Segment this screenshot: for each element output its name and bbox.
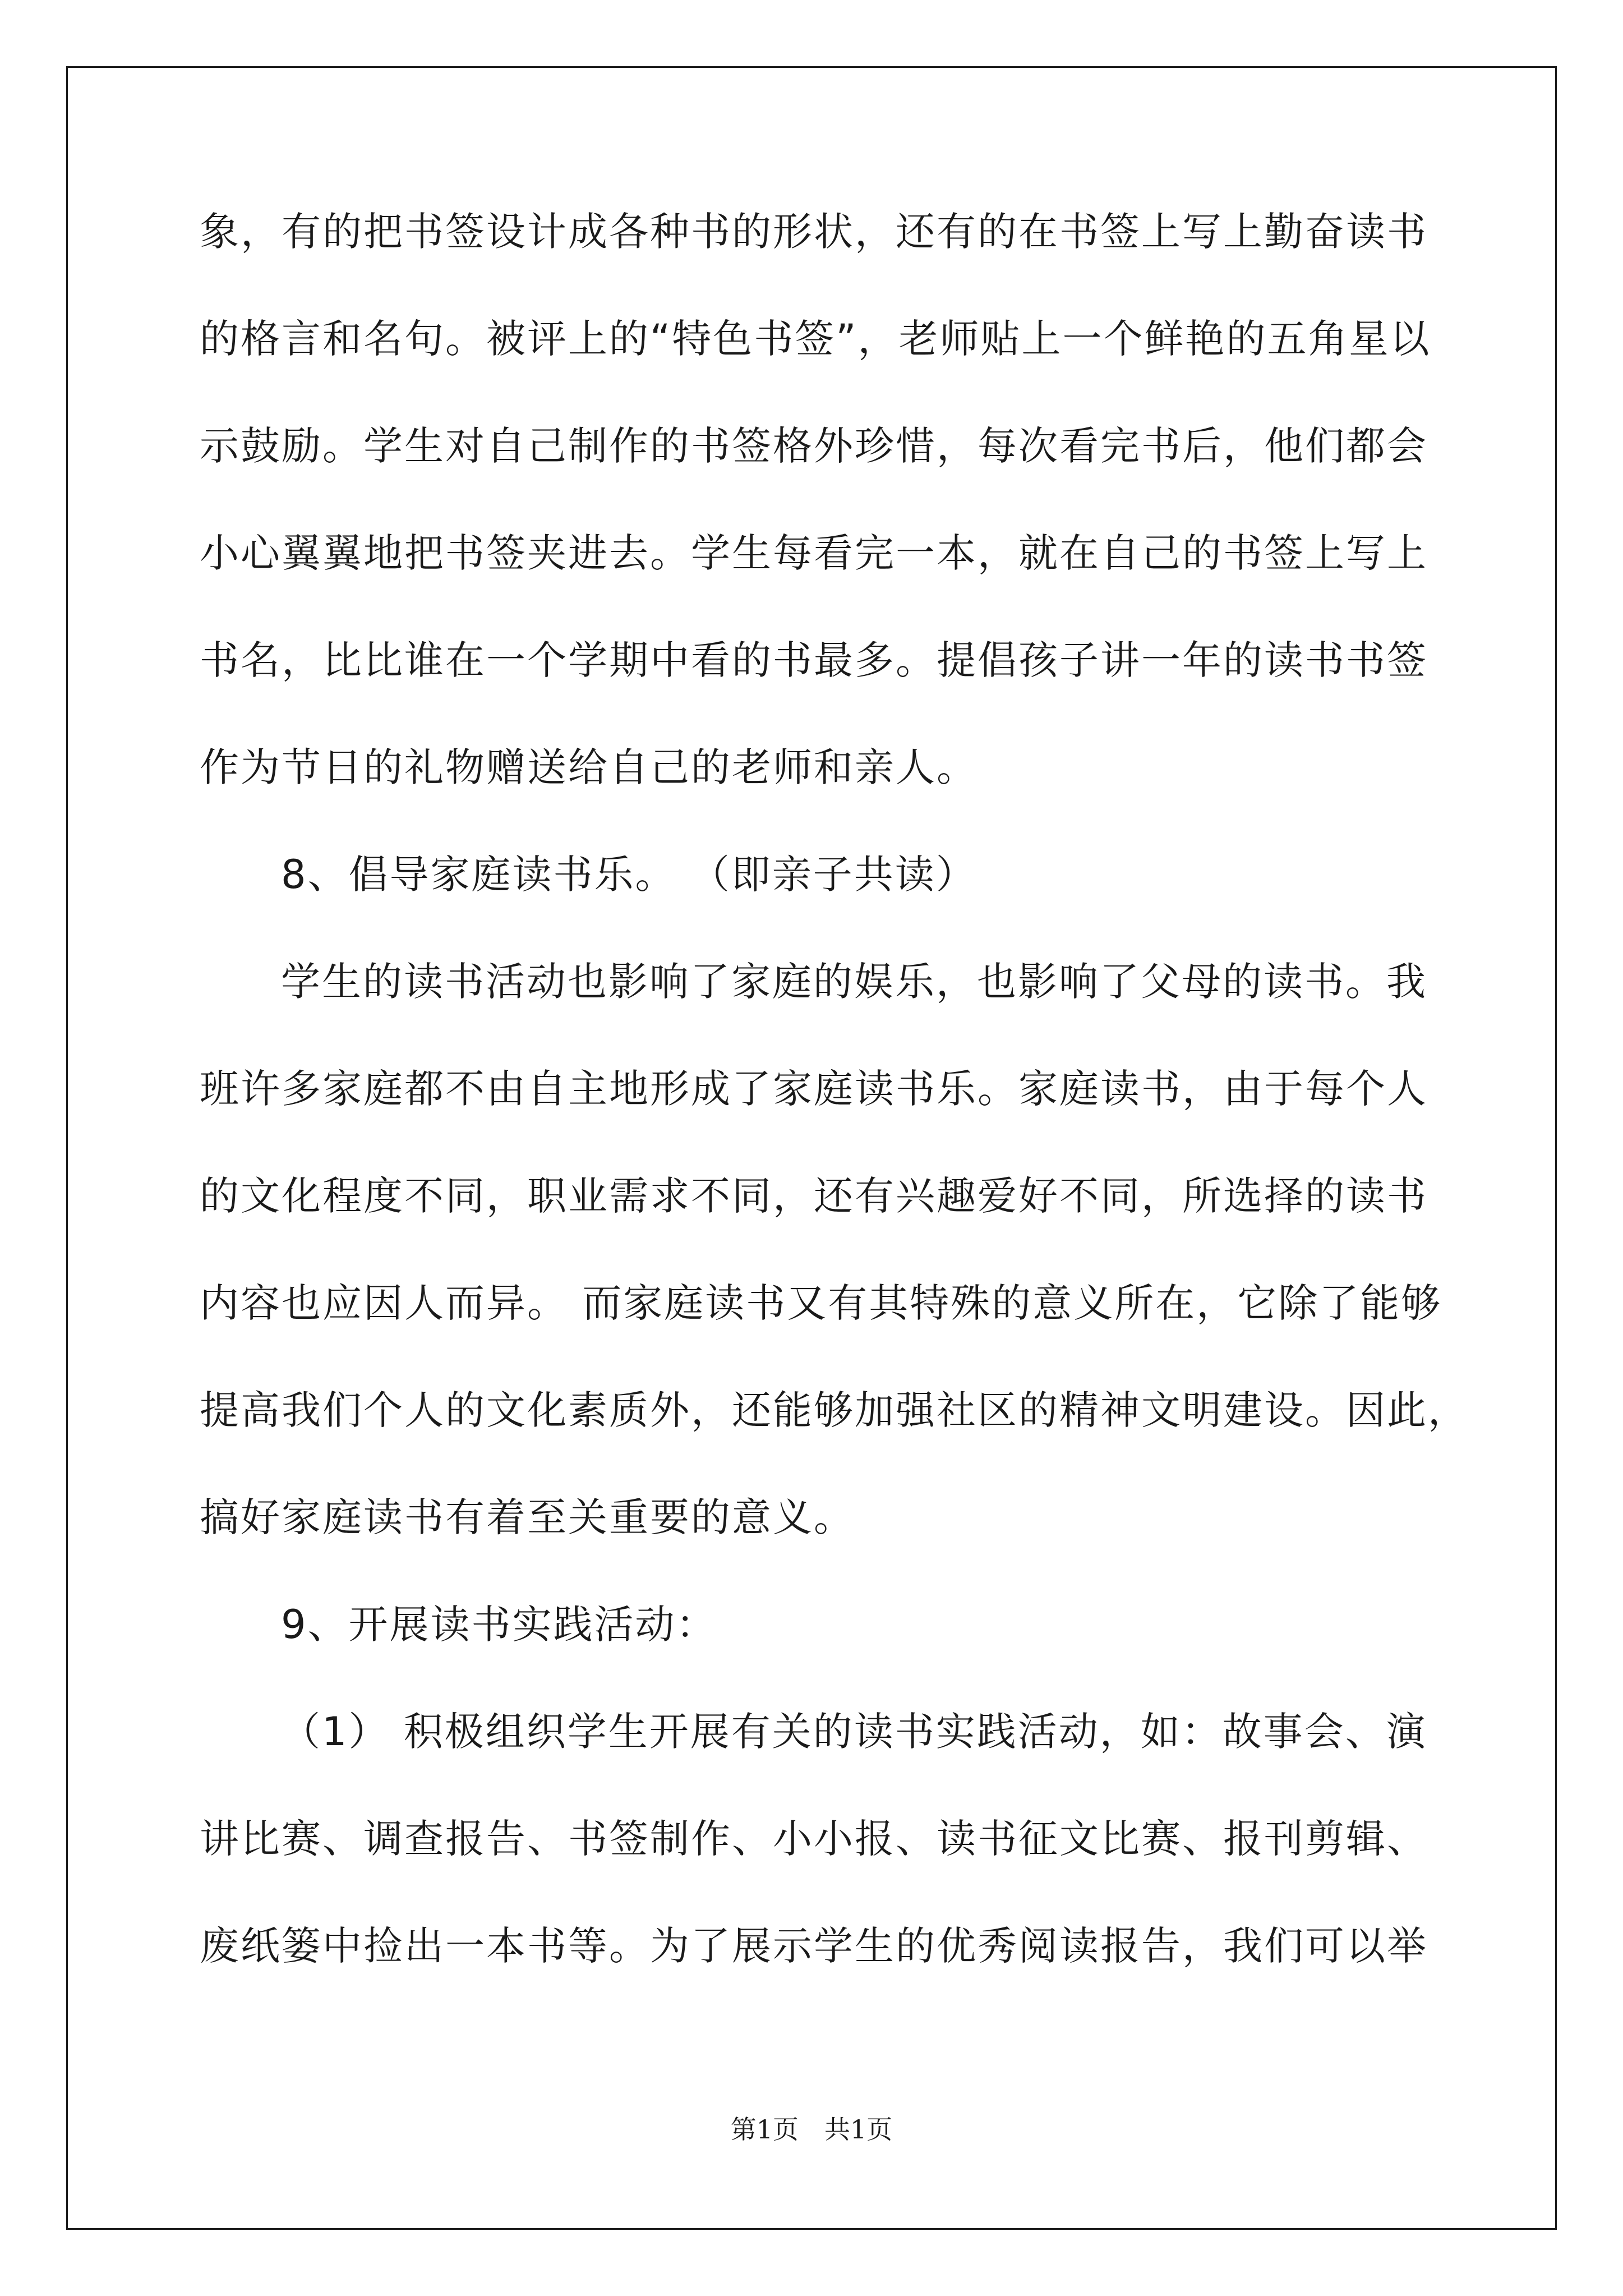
- text-line: 作为节日的礼物赠送给自己的老师和亲人。: [200, 744, 978, 790]
- text-line: 示鼓励。学生对自己制作的书签格外珍惜，每次看完书后，他们都会: [200, 423, 1428, 469]
- text-line: 讲比赛、调查报告、书签制作、小小报、读书征文比赛、报刊剪辑、: [200, 1816, 1428, 1862]
- text-line: 提高我们个人的文化素质外，还能够加强社区的精神文明建设。因此，: [200, 1387, 1469, 1433]
- section-heading: 8、倡导家庭读书乐。 （即亲子共读）: [281, 852, 977, 898]
- text-line: 象，有的把书签设计成各种书的形状，还有的在书签上写上勤奋读书: [200, 209, 1428, 255]
- text-line: 书名，比比谁在一个学期中看的书最多。提倡孩子讲一年的读书书签: [200, 637, 1428, 683]
- text-line: 搞好家庭读书有着至关重要的意义。: [200, 1494, 855, 1540]
- text-line: 小心翼翼地把书签夹进去。学生每看完一本，就在自己的书签上写上: [200, 530, 1428, 576]
- text-line: 的格言和名句。被评上的“特色书签”，老师贴上一个鲜艳的五角星以: [200, 316, 1431, 362]
- text-line: （1） 积极组织学生开展有关的读书实践活动，如：故事会、演: [281, 1709, 1427, 1755]
- document-body: [200, 209, 1469, 2031]
- text-line: 内容也应因人而异。 而家庭读书又有其特殊的意义所在，它除了能够: [200, 1280, 1442, 1326]
- text-line: 废纸篓中捡出一本书等。为了展示学生的优秀阅读报告，我们可以举: [200, 1923, 1428, 1969]
- text-line: 班许多家庭都不由自主地形成了家庭读书乐。家庭读书，由于每个人: [200, 1066, 1428, 1112]
- page-number-footer: 第1页 共1页: [730, 2114, 893, 2145]
- text-line: 学生的读书活动也影响了家庭的娱乐，也影响了父母的读书。我: [281, 959, 1427, 1005]
- text-line: 的文化程度不同，职业需求不同，还有兴趣爱好不同，所选择的读书: [200, 1173, 1428, 1219]
- section-heading: 9、开展读书实践活动：: [281, 1602, 717, 1648]
